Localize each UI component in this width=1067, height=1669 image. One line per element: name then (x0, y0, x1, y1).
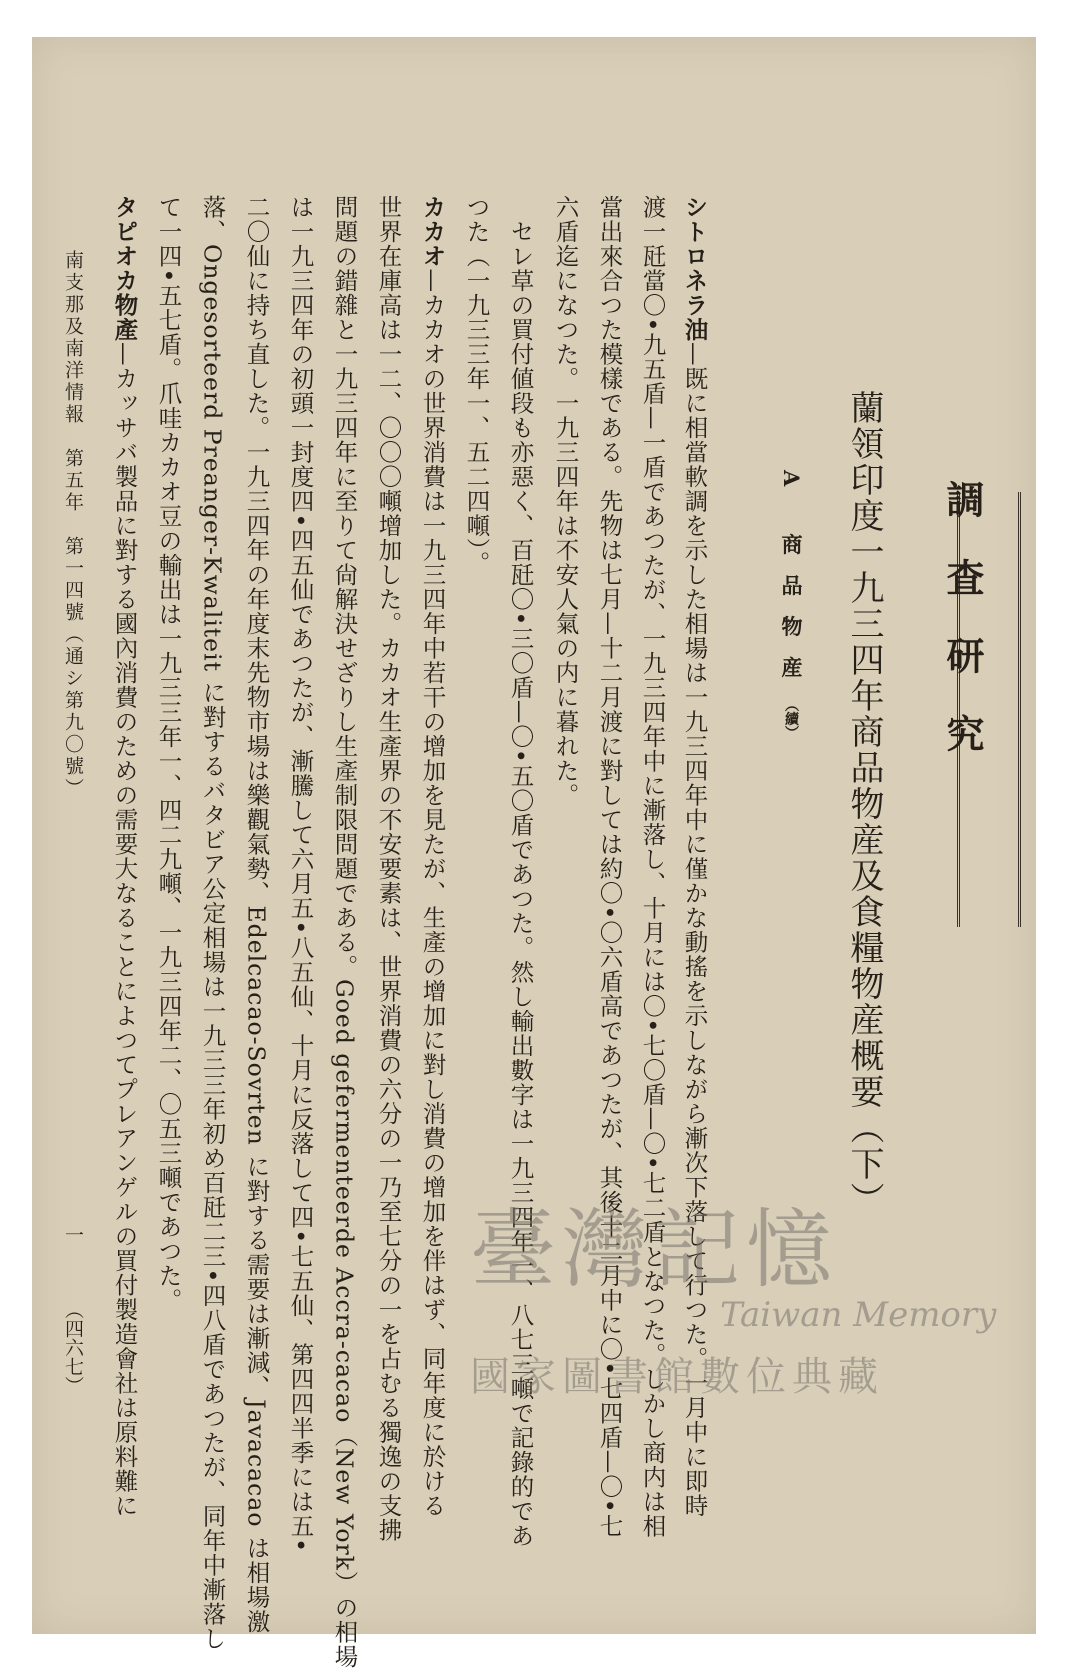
paragraph-lead-citronella: シトロネラ油 (680, 195, 709, 342)
text-column (110, 195, 139, 1518)
subheading-label: A 商品物産 (779, 470, 804, 698)
watermark-chinese: 臺灣記憶 (470, 1200, 838, 1300)
text-column (680, 195, 709, 1518)
watermark-english: Taiwan Memory (720, 1295, 997, 1335)
section-title: 調査研究 (940, 480, 985, 792)
text-column: 世界在庫高は一二、〇〇〇噸增加した。カカオ生產界の不安要素は、世界消費の六分の一乃至七分の一を占むる獨逸の支拂 (374, 195, 403, 1543)
page-number-local: 一 (62, 1225, 84, 1244)
paragraph-text: —カカオの世界消費は一九三四年中若干の增加を見たが、生產の增加に對し消費の增加を伴はず、同年度に於ける (418, 268, 447, 1518)
text-column: 渡一瓩當〇•九五盾—一盾であつたが、一九三四年中に漸落し、十月には〇•七〇盾—〇•七二盾となつた。しかし商内は相 (638, 195, 667, 1539)
journal-footer: 南支那及南洋情報 第五年 第一四號（通シ第九〇號） (62, 250, 84, 800)
page-number-total: （四六七） (62, 1300, 84, 1395)
text-column: は一九三四年の初頭一封度四•四五仙であつたが、漸騰して六月五•八五仙、十月に反落して四•七五仙、第四四半季には五• (286, 195, 315, 1553)
subheading (776, 470, 806, 770)
subheading-note: （續） (783, 697, 799, 740)
paragraph-text: —カッサバ製品に對する國內消費のための需要大なることによつてプレアンゲルの買付製造會社は原料難に (110, 342, 139, 1518)
text-column: セレ草の買付値段も亦惡く、百瓩〇•三〇盾—〇•五〇盾であつた。然し輸出數字は一九三四年一、八七三噸で記錄的であ (506, 195, 535, 1548)
text-column: 落、Ongesorteerd Preanger-Kwaliteit に對するバタビア公定相場は一九三三年初め百瓩二三•四八盾であつたが、同年中漸落し (198, 195, 227, 1651)
paragraph-lead-cacao: カカオ (418, 195, 447, 269)
text-column: 二〇仙に持ち直した。一九三四年の年度末先物市場は樂觀氣勢、Edelcacao-Sovrten に對する需要は漸減、Javacacao は相場激 (242, 195, 271, 1634)
paragraph-lead-tapioca: タピオカ物產 (110, 195, 139, 342)
text-column: 當出來合つた模樣である。先物は七月—十二月渡に對しては約〇•〇六盾高であつたが、其後十二月中に〇•七四盾—〇•七 (595, 195, 624, 1539)
text-column (418, 195, 447, 1518)
paragraph-text: —既に相當軟調を示した相場は一九三四年中に僅かな動搖を示しながら漸次下落して行つた。一月中に即時 (680, 342, 709, 1518)
article-title: 蘭領印度一九三四年商品物産及食糧物産概要（下） (844, 390, 884, 1218)
text-column: て一四•五七盾。爪哇カカオ豆の輸出は一九三三年一、四二九噸、一九三四年二、〇五三噸であつた。 (154, 195, 183, 1313)
watermark-subtitle: 國家圖書館數位典藏 (470, 1354, 884, 1400)
text-column: 六盾迄になつた。一九三四年は不安人氣の内に暮れた。 (551, 195, 580, 808)
text-column: つた（一九三三年一、五二四噸）。 (462, 195, 491, 576)
text-column: 問題の錯雜と一九三四年に至りて尙解決せざりし生產制限問題である。Goed gefermenteerde Accra-cacao（New York）の相場 (330, 195, 359, 1669)
